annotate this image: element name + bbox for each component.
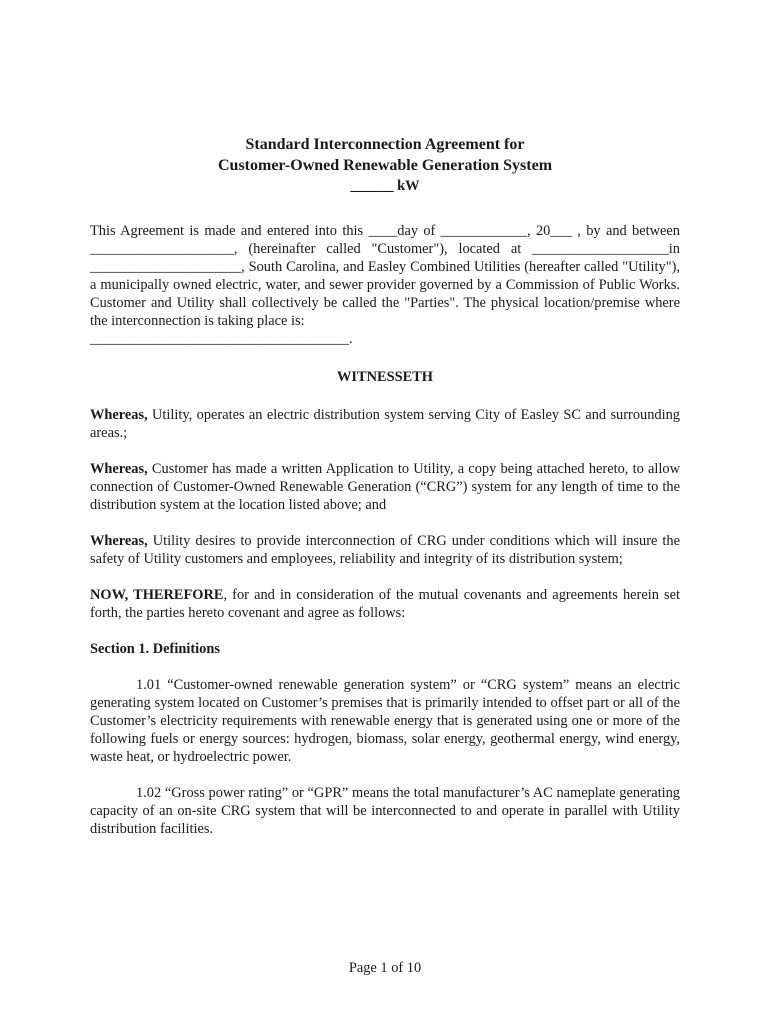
- whereas-lead-3: Whereas,: [90, 533, 148, 549]
- page-number-footer: Page 1 of 10: [348, 960, 422, 976]
- definition-1-02: 1.02 “Gross power rating” or “GPR” means the total manufacturer’s AC nameplate generating capacity of an on-site CRG system that will be interconnected to and operate in parallel with Utility distribution facilities.: [90, 785, 680, 837]
- whereas-text-3: Utility desires to provide interconnection of CRG under conditions which will insure the safety of Utility customers and employees, reliability and integrity of its distribution system;: [90, 533, 680, 567]
- page-content: [90, 134, 680, 838]
- whereas-paragraph-1: [90, 406, 680, 442]
- now-therefore-text: , for and in consideration of the mutual covenants and agreements herein set forth, the parties hereto covenant and agree as follows:: [90, 587, 680, 621]
- location-blank: ____________________________________.: [90, 331, 353, 347]
- whereas-paragraph-3: [90, 532, 680, 568]
- section-1-heading: Section 1. Definitions: [90, 641, 220, 657]
- document-title-line-2: Customer-Owned Renewable Generation System: [217, 157, 553, 174]
- whereas-text-1: Utility, operates an electric distribution system serving City of Easley SC and surrounding areas.;: [90, 407, 680, 441]
- whereas-lead-1: Whereas,: [90, 407, 148, 423]
- witnesseth-heading: WITNESSETH: [337, 369, 433, 385]
- kw-rating-blank: ______ kW: [350, 178, 420, 194]
- whereas-paragraph-2: [90, 460, 680, 514]
- now-therefore-lead: NOW, THEREFORE: [90, 587, 224, 603]
- intro-text: This Agreement is made and entered into this ____day of ____________, 20___ , by and between ____________________, (hereinafter called "Customer"), located at ___________________in _____________________, South Carolina, and Easley Combined Utilities (hereafter called "Utility"), a municipally owned electric, water, and sewer provider governed by a Commission of Public Works. Customer and Utility shall collectively be called the "Parties". The physical location/premise where the interconnection is taking place is:: [90, 223, 680, 329]
- now-therefore-paragraph: [90, 586, 680, 622]
- definition-1-01: 1.01 “Customer-owned renewable generation system” or “CRG system” means an electric generating system located on Customer’s premises that is primarily intended to offset part or all of the Customer’s electricity requirements with renewable energy that is generated using one or more of the following fuels or energy sources: hydrogen, biomass, solar energy, geothermal energy, wind energy, waste heat, or hydroelectric power.: [90, 677, 680, 765]
- intro-paragraph: [90, 222, 680, 348]
- whereas-text-2: Customer has made a written Application to Utility, a copy being attached hereto, to allow connection of Customer-Owned Renewable Generation (“CRG”) system for any length of time to the distribution system at the location listed above; and: [90, 461, 680, 513]
- document-title-line-1: Standard Interconnection Agreement for: [245, 136, 525, 153]
- whereas-lead-2: Whereas,: [90, 461, 148, 477]
